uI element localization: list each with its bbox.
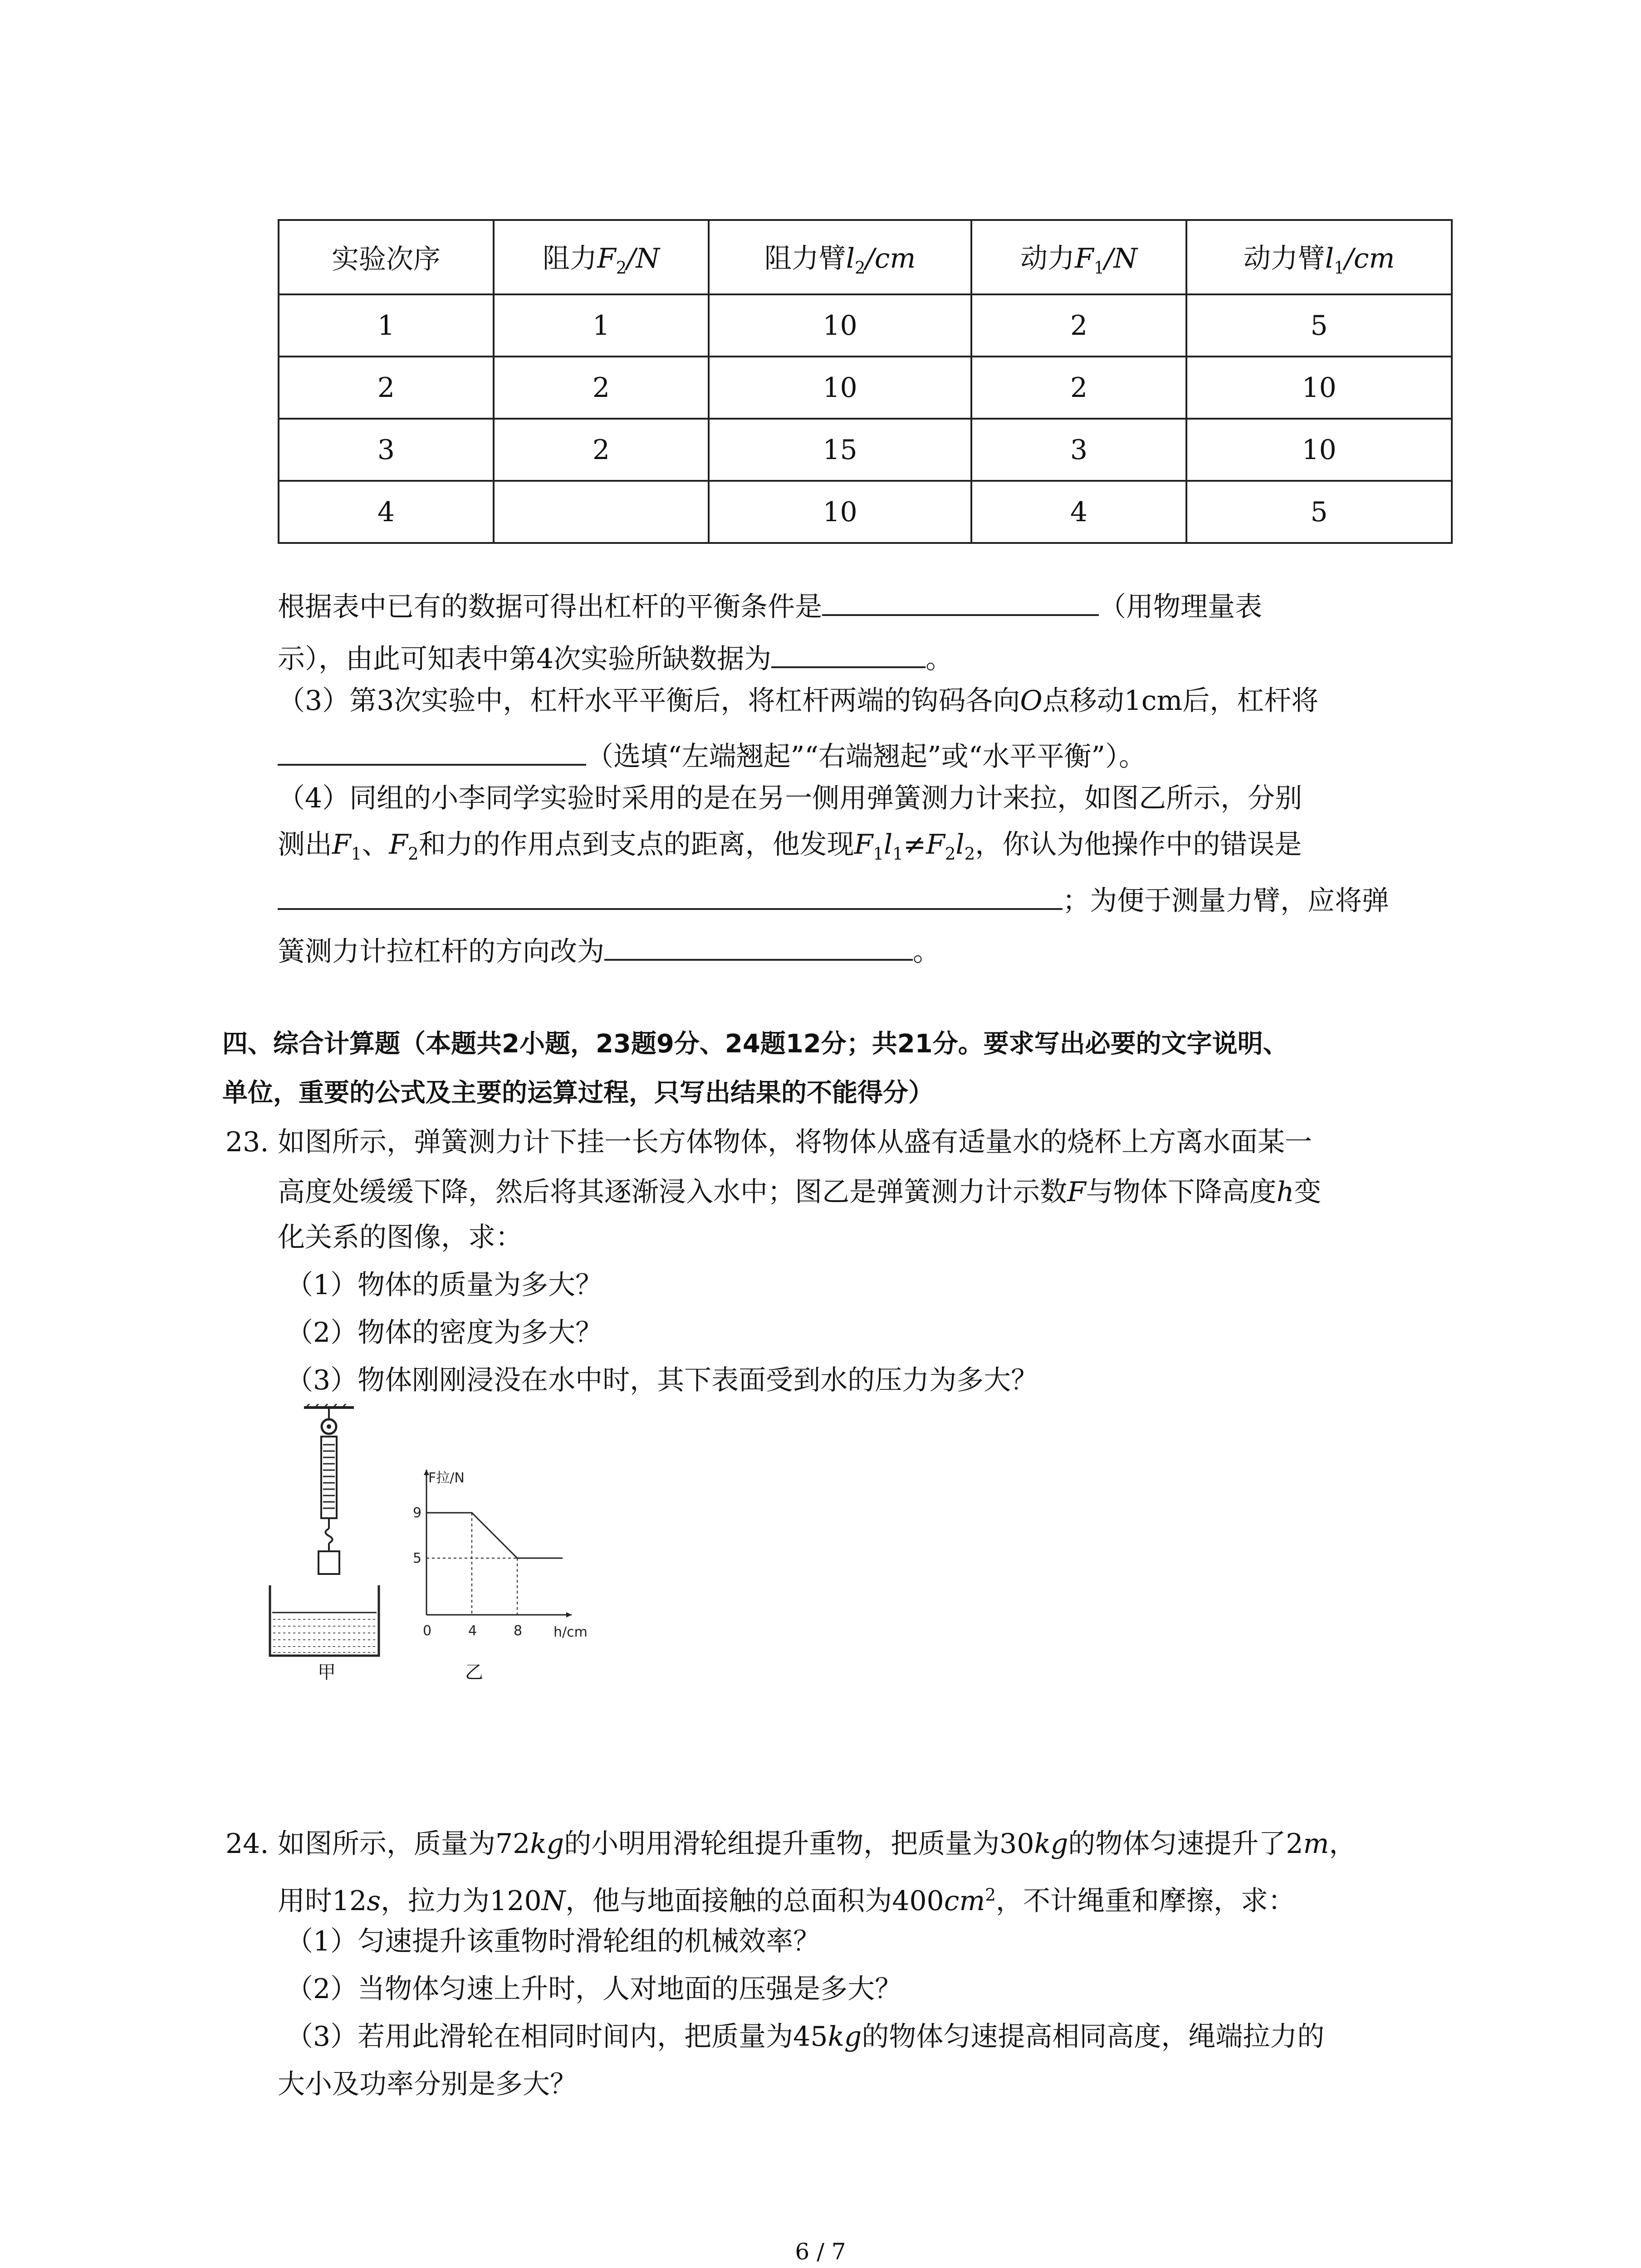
header-effort-force: 动力$F_1/N$: [971, 220, 1186, 294]
table-cell: 1: [279, 294, 494, 357]
x-tick-label: 0: [423, 1623, 432, 1639]
answer-blank: [822, 585, 1099, 616]
table-cell: 10: [1186, 419, 1452, 481]
lever-data-table: [278, 219, 1453, 544]
table-cell: 10: [709, 357, 971, 419]
table-cell: 3: [971, 419, 1186, 481]
q4-line-4: 簧测力计拉杠杆的方向改为 。: [278, 930, 940, 970]
q23-line-1: 如图所示，弹簧测力计下挂一长方体物体，将物体从盛有适量水的烧杯上方离水面某一: [278, 1126, 1312, 1158]
header-trial: 实验次序: [279, 220, 494, 294]
table-cell: 2: [494, 357, 709, 419]
table-row: [279, 419, 1452, 481]
q3-line-1: （3）第3次实验中，杠杆水平平衡后，将杠杆两端的钩码各向O点移动1cm后，杠杆将: [278, 685, 1319, 717]
answer-blank: [278, 879, 1063, 910]
table-cell: 15: [709, 419, 971, 481]
q3-line-2: （选填“左端翘起”“右端翘起”或“水平平衡”）。: [278, 735, 1146, 775]
y-axis-label: F拉/N: [428, 1470, 465, 1486]
table-row: [279, 357, 1452, 419]
q24-line-2: 用时12s，拉力为120N，他与地面接触的总面积为$400cm^2$，不计绳重和摩擦，求：: [278, 1885, 1295, 1917]
table-cell: 1: [494, 294, 709, 357]
table-cell: 2: [971, 294, 1186, 357]
q4-line-2: 测出$F_1$、$F_2$和力的作用点到支点的距离，他发现$F_1l_1\ne F_2l_2$，你认为他操作中的错误是: [278, 829, 1302, 864]
figure-label-jia: 甲: [318, 1662, 336, 1683]
table-cell: 2: [494, 419, 709, 481]
question-number-24: 24.: [225, 1828, 269, 1860]
x-tick-label: 8: [514, 1623, 523, 1639]
table-cell: 10: [1186, 357, 1452, 419]
q24-sub-1: （1）匀速提升该重物时滑轮组的机械效率？: [286, 1926, 821, 1957]
table-row: [279, 481, 1452, 543]
table-cell: 4: [279, 481, 494, 543]
q4-line-3: ；为便于测量力臂，应将弹: [278, 879, 1389, 919]
q24-line-1: 如图所示，质量为72kg的小明用滑轮组提升重物，把质量为30kg的物体匀速提升了2m，: [278, 1828, 1357, 1860]
table-cell: 4: [971, 481, 1186, 543]
q24-sub-3-cont: 大小及功率分别是多大？: [278, 2068, 577, 2100]
table-cell: 2: [971, 357, 1186, 419]
x-tick-label: 4: [468, 1623, 477, 1639]
answer-blank: [771, 637, 926, 668]
figure-label-yi: 乙: [465, 1662, 483, 1683]
q2-line-1: 根据表中已有的数据可得出杠杆的平衡条件是 （用物理量表: [278, 585, 1262, 625]
x-axis-arrow: [566, 1612, 572, 1618]
q23-line-3: 化关系的图像，求：: [278, 1222, 523, 1253]
table-row: [279, 294, 1452, 357]
q2-line-2: 示），由此可知表中第4次实验所缺数据为 。: [278, 637, 953, 677]
series-line: [426, 1513, 563, 1558]
header-resistance-arm: 阻力臂$l_2/cm$: [709, 220, 971, 294]
page-number: 6 / 7: [795, 2239, 846, 2265]
table-cell: 5: [1186, 481, 1452, 543]
answer-blank: [604, 930, 913, 961]
table-header-row: [279, 220, 1452, 294]
figure-spring-scale-beaker: [263, 1404, 390, 1694]
header-effort-arm: 动力臂$l_1/cm$: [1186, 220, 1452, 294]
q23-sub-2: （2）物体的密度为多大？: [286, 1317, 603, 1349]
question-number-23: 23.: [225, 1126, 269, 1158]
section-heading-line-2: 单位，重要的公式及主要的运算过程，只写出结果的不能得分）: [222, 1078, 934, 1108]
q23-sub-3: （3）物体刚刚浸没在水中时，其下表面受到水的压力为多大？: [286, 1364, 1038, 1396]
q24-sub-3: （3）若用此滑轮在相同时间内，把质量为45kg的物体匀速提高相同高度，绳端拉力的: [286, 2021, 1325, 2053]
y-tick-label: 9: [413, 1505, 422, 1521]
y-tick-label: 5: [413, 1550, 422, 1566]
table-cell: 10: [709, 294, 971, 357]
table-cell: 2: [279, 357, 494, 419]
table-cell: 10: [709, 481, 971, 543]
q4-line-1: （4）同组的小李同学实验时采用的是在另一侧用弹簧测力计来拉，如图乙所示，分别: [278, 782, 1303, 814]
figure-force-height-graph: [399, 1461, 590, 1651]
table-cell: 3: [279, 419, 494, 481]
q23-line-2: 高度处缓缓下降，然后将其逐渐浸入水中；图乙是弹簧测力计示数F与物体下降高度h变: [278, 1176, 1322, 1208]
x-axis-label: h/cm: [554, 1624, 588, 1640]
table-cell: 5: [1186, 294, 1452, 357]
q24-sub-2: （2）当物体匀速上升时，人对地面的压强是多大？: [286, 1973, 902, 2005]
section-heading: 四、综合计算题（本题共2小题，23题9分、24题12分；共21分。要求写出必要的文字说明、: [222, 1029, 1288, 1059]
table-cell-missing: [494, 481, 709, 543]
header-resistance-force: 阻力$F_2/N$: [494, 220, 709, 294]
answer-blank: [278, 735, 586, 766]
q23-sub-1: （1）物体的质量为多大？: [286, 1269, 603, 1301]
